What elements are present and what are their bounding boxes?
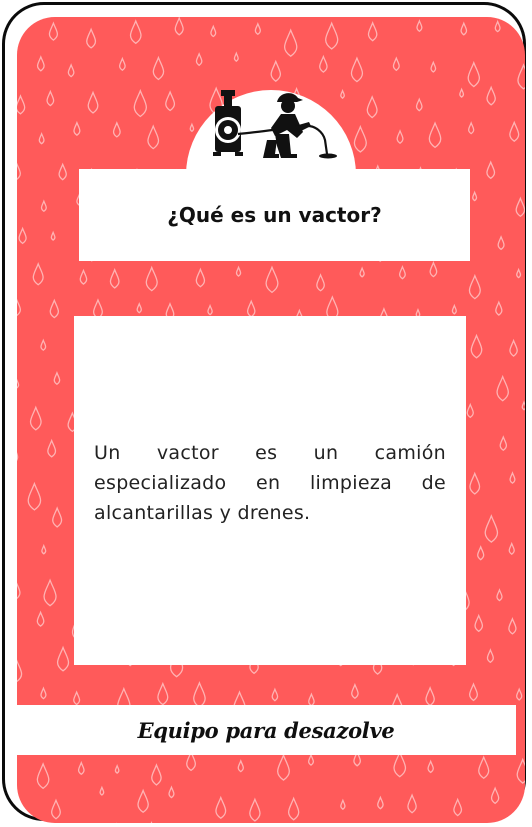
raindrop — [429, 123, 440, 147]
raindrop — [53, 508, 62, 527]
raindrop — [509, 619, 516, 634]
raindrop — [467, 405, 473, 418]
raindrop — [354, 127, 366, 152]
raindrop — [153, 58, 163, 80]
raindrop — [500, 437, 506, 450]
raindrop — [487, 162, 495, 178]
raindrop — [131, 21, 141, 43]
raindrop — [87, 29, 96, 48]
raindrop — [52, 800, 61, 818]
raindrop — [498, 237, 504, 249]
card-title: ¿Qué es un vactor? — [167, 203, 382, 227]
raindrop — [454, 799, 462, 815]
raindrop — [238, 761, 243, 772]
sewer-cleaning-worker-icon — [205, 88, 345, 168]
raindrop — [47, 92, 54, 106]
description-panel — [74, 316, 466, 665]
raindrop — [367, 97, 377, 118]
raindrop — [196, 269, 204, 286]
raindrop — [41, 340, 46, 350]
raindrop — [460, 89, 464, 97]
raindrop — [134, 91, 146, 117]
raindrop — [400, 267, 406, 279]
raindrop — [137, 304, 141, 313]
raindrop — [50, 300, 58, 317]
raindrop — [510, 341, 517, 356]
raindrop — [471, 336, 481, 358]
raindrop — [368, 23, 376, 41]
raindrop — [80, 271, 86, 285]
raindrop — [430, 263, 437, 277]
raindrop — [114, 123, 121, 137]
raindrop — [17, 25, 19, 34]
raindrop — [51, 232, 55, 240]
raindrop — [211, 26, 216, 36]
raindrop — [309, 694, 314, 705]
raindrop — [309, 755, 314, 765]
raindrop — [255, 24, 260, 34]
raindrop — [175, 18, 183, 35]
raindrop — [517, 689, 522, 700]
raindrop — [428, 761, 433, 772]
raindrop — [417, 99, 422, 111]
raindrop — [485, 516, 497, 542]
title-panel — [79, 169, 470, 261]
raindrop — [352, 685, 358, 699]
card-description: Un vactor es un camión especializado en limpieza de alcantarillas y drenes. — [94, 441, 446, 524]
raindrop — [208, 306, 212, 315]
raindrop — [152, 765, 161, 785]
raindrop — [58, 647, 69, 670]
raindrop — [517, 760, 525, 784]
raindrop — [146, 267, 157, 290]
raindrop — [42, 546, 46, 554]
raindrop — [37, 612, 43, 626]
raindrop — [42, 201, 47, 211]
raindrop — [487, 650, 493, 662]
raindrop — [517, 270, 521, 278]
raindrop — [522, 402, 525, 409]
raindrop — [59, 164, 66, 179]
raindrop — [17, 162, 20, 180]
raindrop — [487, 87, 495, 105]
raindrop — [115, 766, 118, 773]
raindrop — [88, 93, 98, 113]
raindrop — [138, 790, 148, 812]
raindrop — [31, 407, 42, 429]
raindrop — [426, 688, 434, 706]
raindrop — [17, 445, 18, 464]
raindrop — [278, 755, 290, 780]
raindrop — [54, 373, 59, 384]
raindrop — [461, 23, 466, 35]
raindrop — [470, 684, 478, 700]
raindrop — [496, 302, 502, 315]
raindrop — [272, 689, 277, 700]
raindrop — [475, 616, 482, 632]
raindrop — [469, 123, 474, 134]
raindrop — [44, 580, 56, 606]
raindrop — [158, 684, 168, 705]
raindrop — [37, 764, 48, 788]
raindrop — [351, 58, 362, 81]
raindrop — [497, 590, 502, 601]
raindrop — [38, 57, 45, 71]
raindrop — [17, 660, 22, 681]
raindrop — [17, 96, 25, 114]
raindrop — [516, 198, 524, 216]
raindrop — [74, 123, 80, 135]
raindrop — [497, 377, 508, 401]
raindrop — [33, 264, 43, 285]
raindrop — [492, 788, 499, 803]
raindrop — [289, 798, 299, 819]
raindrop — [285, 30, 297, 56]
raindrop — [394, 752, 405, 776]
raindrop — [479, 757, 489, 778]
raindrop — [393, 58, 399, 70]
raindrop — [41, 688, 46, 698]
raindrop — [360, 268, 364, 277]
raindrop — [234, 53, 238, 61]
raindrop — [79, 763, 84, 775]
raindrop — [431, 62, 435, 72]
raindrop — [495, 22, 500, 32]
raindrop — [166, 92, 175, 110]
raindrop — [237, 267, 241, 276]
raindrop — [397, 131, 403, 143]
raindrop — [120, 59, 125, 71]
raindrop — [518, 65, 525, 89]
raindrop — [216, 798, 226, 819]
raindrop — [248, 301, 255, 316]
raindrop — [48, 441, 56, 457]
raindrop — [74, 692, 80, 704]
raindrop — [17, 299, 20, 315]
raindrop — [417, 21, 422, 31]
raindrop — [148, 126, 159, 148]
raindrop — [190, 124, 193, 131]
raindrop — [469, 276, 480, 299]
raindrop — [169, 787, 174, 797]
raindrop — [49, 23, 57, 40]
raindrop — [452, 306, 456, 314]
raindrop — [17, 581, 20, 600]
raindrop — [17, 795, 20, 821]
raindrop — [473, 192, 477, 200]
raindrop — [317, 275, 324, 291]
raindrop — [468, 63, 479, 87]
footer-banner — [16, 705, 516, 755]
raindrop — [28, 484, 40, 510]
raindrop — [341, 800, 345, 809]
raindrop — [17, 379, 19, 388]
raindrop — [194, 683, 205, 707]
raindrop — [250, 799, 260, 821]
raindrop — [470, 473, 480, 493]
raindrop — [320, 57, 327, 73]
raindrop — [510, 122, 519, 141]
raindrop — [100, 787, 104, 795]
raindrop — [478, 547, 484, 560]
raindrop — [408, 795, 416, 813]
raindrop — [39, 134, 44, 144]
raindrop — [378, 797, 383, 808]
raindrop — [271, 62, 280, 82]
raindrop — [510, 473, 515, 483]
raindrop — [196, 54, 201, 65]
card-category: Equipo para desazolve — [137, 717, 395, 743]
raindrop — [110, 270, 118, 288]
raindrop — [326, 23, 338, 49]
raindrop — [509, 544, 514, 555]
raindrop — [19, 228, 26, 243]
raindrop — [68, 65, 73, 77]
raindrop — [266, 267, 278, 292]
